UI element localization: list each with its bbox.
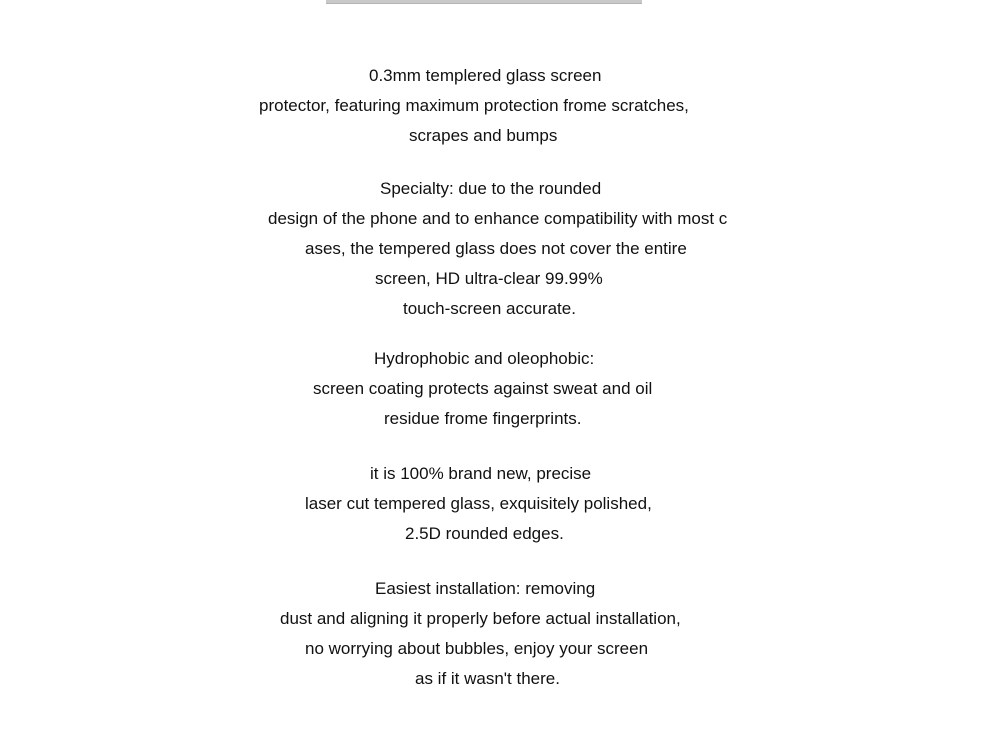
text-line: Specialty: due to the rounded [380, 179, 602, 198]
text-line: it is 100% brand new, precise [370, 464, 592, 483]
text-line: 2.5D rounded edges. [405, 524, 564, 543]
text-line: ases, the tempered glass does not cover the entire [305, 239, 687, 258]
text-line: design of the phone and to enhance compatibility with most c [268, 209, 728, 228]
text-line: screen coating protects against sweat and oil [313, 379, 653, 398]
text-line: Hydrophobic and oleophobic: [374, 349, 595, 368]
text-line: as if it wasn't there. [415, 669, 560, 688]
text-line: screen, HD ultra-clear 99.99% [375, 269, 603, 288]
text-line: dust and aligning it properly before actual installation, [280, 609, 681, 628]
text-line: scrapes and bumps [409, 126, 558, 145]
top-image-edge [326, 0, 642, 4]
text-line: 0.3mm templered glass screen [369, 66, 602, 85]
text-line: Easiest installation: removing [375, 579, 596, 598]
text-line: no worrying about bubbles, enjoy your screen [305, 639, 649, 658]
text-line: protector, featuring maximum protection frome scratches, [259, 96, 689, 115]
text-line: touch-screen accurate. [403, 299, 576, 318]
text-line: residue frome fingerprints. [384, 409, 582, 428]
text-line: laser cut tempered glass, exquisitely polished, [305, 494, 652, 513]
